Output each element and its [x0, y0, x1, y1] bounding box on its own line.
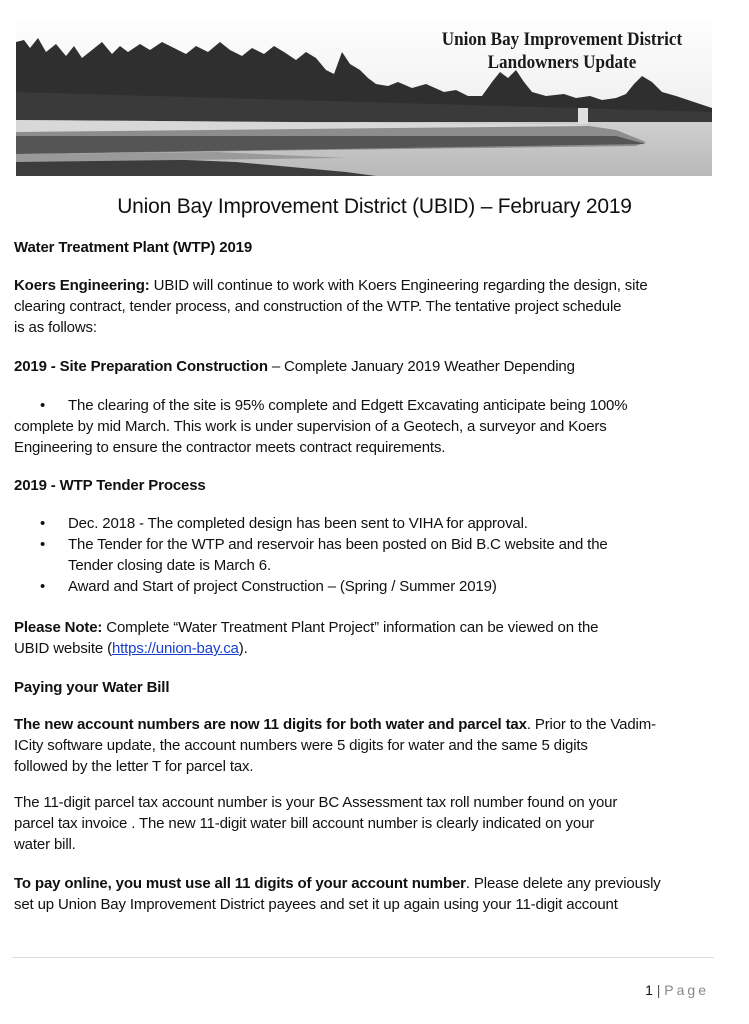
ubid-website-link[interactable]: https://union-bay.ca	[111, 640, 239, 657]
account-numbers-paragraph: The new account numbers are now 11 digits for both water and parcel tax. Prior to the Vadim- ICity software update, the account numbers were 5 digits for water and the same 5 digits followed by the letter T for parcel tax.	[14, 716, 656, 775]
tender-heading: 2019 - WTP Tender Process	[14, 477, 206, 494]
koers-paragraph: Koers Engineering: UBID will continue to work with Koers Engineering regarding the design, site clearing contract, tender process, and construction of the WTP. The tentative project schedule is as follows:	[14, 277, 648, 336]
page-label: Page	[664, 982, 709, 998]
page-number: 1	[645, 982, 653, 998]
site-prep-bullet: • The clearing of the site is 95% complete and Edgett Excavating anticipate being 100% complete by mid March. This work is under supervision of a Geotech, a surveyor and Koers Engineering to ensure the contractor meets contract requirements.	[14, 397, 628, 456]
tender-bullet-list	[14, 513, 714, 597]
please-note-paragraph: Please Note: Complete “Water Treatment Plant Project” information can be viewed on the UBID website (https://union-bay.ca).	[14, 619, 599, 657]
parcel-tax-paragraph: The 11-digit parcel tax account number is your BC Assessment tax roll number found on your parcel tax invoice . The new 11-digit water bill account number is clearly indicated on your water bill.	[14, 794, 618, 853]
bullet-icon: •	[40, 536, 46, 553]
wtp-heading: Water Treatment Plant (WTP) 2019	[14, 239, 253, 256]
please-note-label: Please Note:	[14, 619, 103, 636]
footer-divider	[12, 957, 714, 958]
list-item: • Dec. 2018 - The completed design has been sent to VIHA for approval.	[14, 513, 714, 534]
page-footer: 1 | Page	[645, 982, 709, 998]
banner-title-line1: Union Bay Improvement District	[441, 29, 682, 50]
document-title: Union Bay Improvement District (UBID) – February 2019	[117, 195, 632, 218]
pay-online-paragraph: To pay online, you must use all 11 digits of your account number. Please delete any previously set up Union Bay Improvement District payees and set it up again using your 11-digit account	[14, 875, 661, 913]
koers-label: Koers Engineering:	[14, 277, 150, 294]
banner-title	[442, 28, 682, 74]
header-banner	[16, 12, 712, 176]
site-prep-label: 2019 - Site Preparation Construction	[14, 358, 268, 375]
bullet-icon: •	[40, 397, 46, 414]
list-item: • The Tender for the WTP and reservoir has been posted on Bid B.C website and the Tender closing date is March 6.	[14, 534, 714, 576]
bullet-icon: •	[40, 578, 46, 595]
water-bill-heading: Paying your Water Bill	[14, 679, 170, 696]
banner-title-line2: Landowners Update	[487, 52, 637, 73]
list-item: • Award and Start of project Construction – (Spring / Summer 2019)	[14, 576, 714, 597]
site-prep-heading: 2019 - Site Preparation Construction – Complete January 2019 Weather Depending	[14, 358, 575, 375]
bullet-icon: •	[40, 515, 46, 532]
